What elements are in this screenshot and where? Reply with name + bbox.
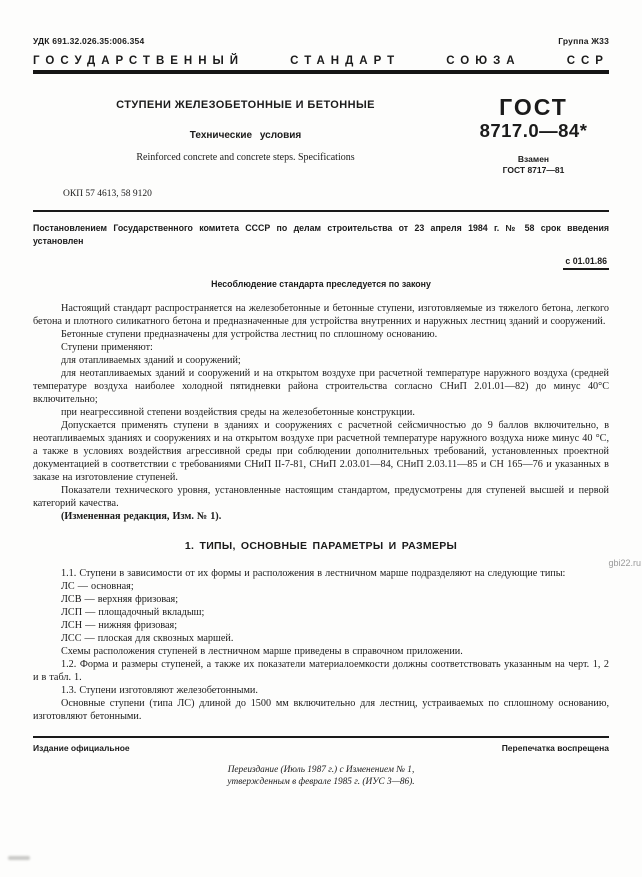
step-type-item: ЛСВ — верхняя фризовая; xyxy=(61,594,179,606)
step-type-item: ЛСС — плоская для сквозных маршей. xyxy=(61,633,234,645)
decree-paragraph: Постановлением Государственного комитета СССР по делам строительства от 23 апреля 1984 г. № 58 срок введения установлен xyxy=(33,223,609,247)
step-type-item: ЛСН — нижняя фризовая; xyxy=(61,620,178,632)
section-1-paragraph: 1.3. Ступени изготовляют железобетонными. xyxy=(61,685,258,697)
footer-row xyxy=(33,743,609,753)
state-standard-title xyxy=(33,55,609,67)
section-1-paragraph: 1.1. Ступени в зависимости от их формы и расположения в лестничном марше подразделяют на следующие типы: xyxy=(61,568,566,580)
footer-rule xyxy=(33,736,609,738)
official-edition-label: Издание официальное xyxy=(33,742,130,753)
document-title-en: Reinforced concrete and concrete steps. Specifications xyxy=(136,152,355,163)
intro-paragraph: Ступени применяют: xyxy=(61,342,153,354)
header-meta-row xyxy=(33,36,609,46)
gost-label: ГОСТ xyxy=(499,94,568,120)
divider-rule xyxy=(33,210,609,212)
header-rule xyxy=(33,70,609,74)
document-subtitle-ru: Технические условия xyxy=(189,130,302,141)
state-standard-word: СТАНДАРТ xyxy=(290,55,401,67)
reissue-line: утвержденным в феврале 1985 г. (ИУС 3—86). xyxy=(227,777,415,788)
udk-number: УДК 691.32.026.35:006.354 xyxy=(33,36,145,46)
site-watermark: gbi22.ru xyxy=(608,558,641,568)
title-section xyxy=(33,94,609,176)
step-type-item: ЛС — основная; xyxy=(61,581,134,593)
scan-artifact xyxy=(8,856,30,860)
amendment-note: (Измененная редакция, Изм. № 1). xyxy=(61,511,222,523)
group-code: Группа Ж33 xyxy=(558,36,609,46)
state-standard-word: ГОСУДАРСТВЕННЫЙ xyxy=(33,55,245,67)
gost-number: 8717.0—84* xyxy=(479,120,588,141)
intro-paragraph: Показатели технического уровня, установленные настоящим стандартом, предусмотрены для ступеней высшей и первой категорий качества. xyxy=(33,485,609,510)
section-1-paragraph: Схемы расположения ступеней в лестничном марше приведены в справочном приложении. xyxy=(61,646,463,658)
state-standard-word: СОЮЗА xyxy=(446,55,521,67)
intro-paragraph: для отапливаемых зданий и сооружений; xyxy=(61,355,241,367)
section-1-paragraph: 1.2. Форма и размеры ступеней, а также их показатели материалоемкости должны соответствовать указанным на черт. 1, 2 и в табл. 1. xyxy=(33,659,609,684)
gost-designation-block xyxy=(458,96,609,176)
effective-date-row xyxy=(33,251,609,270)
intro-paragraph: Допускается применять ступени в зданиях и сооружениях с расчетной сейсмичностью до 9 баллов включительно, в неотапливаемых зданиях и сооружениях и на открытом воздухе при расчетной температуре наружного воздуха ниже минус 40 °С, а также в условиях воздействия агрессивной среды при соблюдении дополнительных требований, установленных проектной документацией в соответствии с требованиями СНиП II-7-81, СНиП 2.03.01—84, СНиП 2.03.11—85 и СН 165—76 и указанных в заказе на изготовление ступеней. xyxy=(33,420,609,484)
law-notice: Несоблюдение стандарта преследуется по закону xyxy=(211,279,431,290)
section-1-heading: 1. ТИПЫ, ОСНОВНЫЕ ПАРАМЕТРЫ И РАЗМЕРЫ xyxy=(184,540,458,553)
reprint-prohibited-label: Перепечатка воспрещена xyxy=(501,742,609,753)
intro-paragraph: при неагрессивной степени воздействия среды на железобетонные конструкции. xyxy=(61,407,415,419)
document-title-ru: СТУПЕНИ ЖЕЛЕЗОБЕТОННЫЕ И БЕТОННЫЕ xyxy=(116,99,375,111)
replaces-number: ГОСТ 8717—81 xyxy=(502,165,565,176)
effective-date: с 01.01.86 xyxy=(563,256,609,270)
intro-paragraph: Настоящий стандарт распространяется на железобетонные и бетонные ступени, изготовляемые из тяжелого бетона, легкого бетона и плотного силикатного бетона и предназначенные для устройства внутренних и наружных лестниц зданий и сооружений. xyxy=(33,303,609,328)
replaces-block xyxy=(458,154,609,176)
okp-codes: ОКП 57 4613, 58 9120 xyxy=(63,189,152,200)
title-left-column xyxy=(33,99,458,176)
reissue-line: Переиздание (Июль 1987 г.) с Изменением № 1, xyxy=(227,764,415,775)
section-1-paragraph: Основные ступени (типа ЛС) длиной до 1500 мм включительно для лестниц, устраиваемых по сплошному основанию, изготовляют бетонными. xyxy=(33,698,609,723)
reissue-note xyxy=(33,764,609,789)
intro-paragraph: для неотапливаемых зданий и сооружений и на открытом воздухе при расчетной температуре наружного воздуха (средней температуре воздуха наиболее холодной пятидневки района строительства согласно СНиП 2.01.01—82) до минус 40°С включительно; xyxy=(33,368,609,406)
replaces-label: Взамен xyxy=(517,154,550,165)
state-standard-word: ССР xyxy=(566,55,609,67)
step-type-item: ЛСП — площадочный вкладыш; xyxy=(61,607,205,619)
intro-paragraph: Бетонные ступени предназначены для устройства лестниц по сплошному основанию. xyxy=(61,329,438,341)
